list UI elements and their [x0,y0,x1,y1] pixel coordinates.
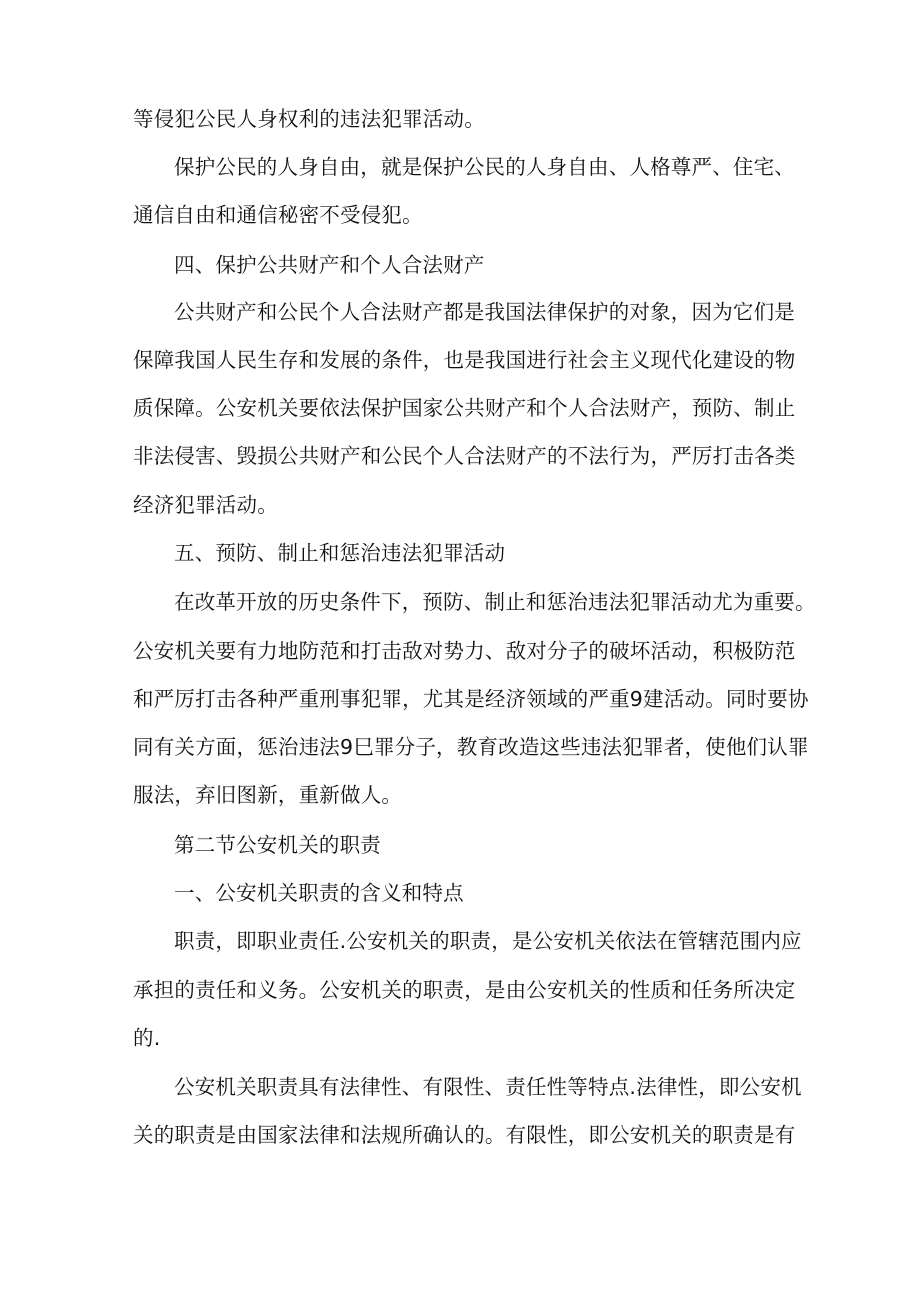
text-line: 和严厉打击各种严重刑事犯罪，尤其是经济领域的严重9建活动。同时要协 [133,687,809,711]
text-line: 的. [133,1026,161,1050]
text-line: 质保障。公安机关要依法保护国家公共财产和个人合法财产，预防、制止 [133,396,796,420]
paragraph-line: 保护公民的人身自由，就是保护公民的人身自由、人格尊严、住宅、 [174,155,795,179]
section-heading: 四、保护公共财产和个人合法财产 [174,253,485,277]
text-line: 关的职责是由国家法律和法规所确认的。有限性，即公安机关的职责是有 [133,1123,796,1147]
paragraph-line: 公安机关职责具有法律性、有限性、责任性等特点.法律性，即公安机 [174,1075,802,1099]
text-line: 保障我国人民生存和发展的条件，也是我国进行社会主义现代化建设的物 [133,348,796,372]
text-line: 公安机关要有力地防范和打击敌对势力、敌对分子的破坏活动，积极防范 [133,639,796,663]
paragraph-line: 公共财产和公民个人合法财产都是我国法律保护的对象，因为它们是 [174,300,795,324]
text-line: 经济犯罪活动。 [133,493,278,517]
text-line: 非法侵害、毁损公共财产和公民个人合法财产的不法行为，严厉打击各类 [133,444,796,468]
paragraph-line: 在改革开放的历史条件下，预防、制止和惩治违法犯罪活动尤为重要。 [174,590,816,614]
section-heading: 五、预防、制止和惩治违法犯罪活动 [174,541,506,565]
paragraph-line: 职责，即职业责任.公安机关的职责，是公安机关依法在管辖范围内应 [174,929,802,953]
section-heading: 第二节公安机关的职责 [174,833,381,857]
text-line: 承担的责任和义务。公安机关的职责，是由公安机关的性质和任务所决定 [133,978,796,1002]
section-heading: 一、公安机关职责的含义和特点 [174,881,464,905]
text-line: 通信自由和通信秘密不受侵犯。 [133,203,423,227]
text-line: 同有关方面，惩治违法9巳罪分子，教育改造这些违法犯罪者，使他们认罪 [133,735,809,759]
text-line: 等侵犯公民人身权利的违法犯罪活动。 [133,107,485,131]
text-line: 服法，弃旧图新，重新做人。 [133,783,403,807]
